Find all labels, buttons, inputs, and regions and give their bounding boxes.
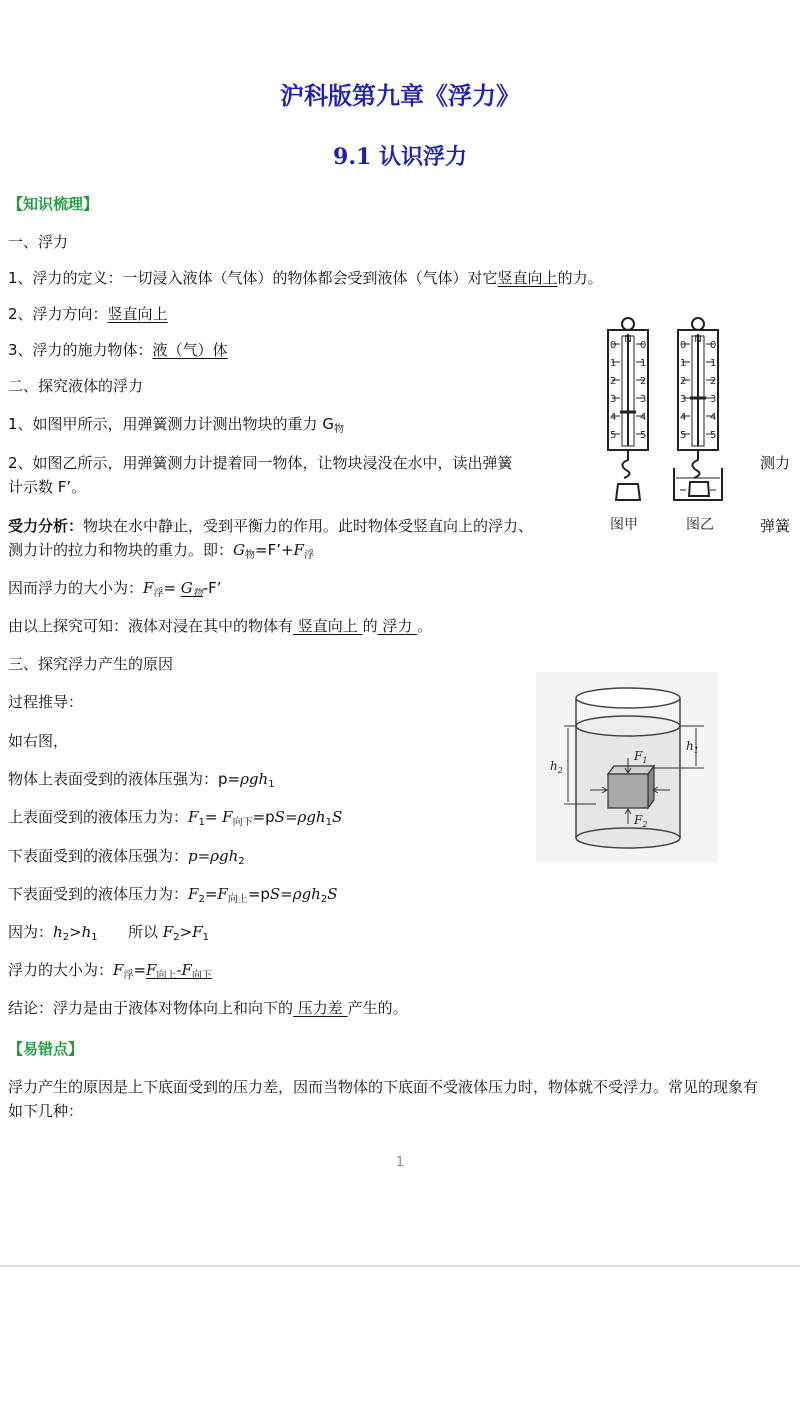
heading-cause: 三、探究浮力产生的原因 (8, 655, 174, 673)
text: 产生的。 (347, 999, 408, 1017)
text: 2、如图乙所示，用弹簧测力计提着同一物体，让物块浸没在水中，读出弹簧 (8, 454, 513, 472)
subscript: 物 (333, 424, 344, 435)
subscript: 浮 (123, 970, 134, 981)
f2-label: $F_2$ (634, 813, 648, 829)
line-definition (8, 268, 603, 288)
text: 浮力的大小为： (8, 961, 114, 979)
subscript: 1 (198, 817, 205, 828)
line-step2-cont: 计示数 F’。 (8, 478, 87, 496)
line-top-force (8, 807, 342, 833)
tick-label: 5 (680, 430, 687, 441)
page-divider (0, 1265, 800, 1267)
text: 所以 (128, 923, 163, 941)
subscript: 物 (245, 550, 255, 561)
symbol: F (222, 808, 233, 826)
tick-label: 5 (610, 430, 617, 441)
line-source (8, 340, 228, 360)
symbol: F (217, 885, 228, 903)
symbol: F (143, 579, 154, 597)
symbol: G (233, 541, 245, 559)
text: = (163, 579, 181, 597)
line-direction (8, 304, 168, 324)
tick-label: 2 (640, 376, 647, 387)
h1-label: $h_1$ (686, 739, 699, 755)
line-therefore (128, 922, 209, 948)
tick-label: 3 (640, 394, 647, 405)
tick-label: 3 (610, 394, 617, 405)
subscript: 向下 (191, 970, 212, 981)
line-step2 (8, 453, 513, 473)
text: 因而浮力的大小为： (8, 579, 144, 597)
symbol: >h (69, 923, 92, 941)
subscript: 2 (198, 894, 205, 905)
scale-top-label: N (624, 334, 632, 345)
text: 1、浮力的定义：一切浸入液体（气体）的物体都会受到液体（气体）对它 (8, 269, 498, 287)
text: 3、浮力的施力物体： (8, 341, 153, 359)
text: 由以上探究可知：液体对浸在其中的物体有 (8, 617, 294, 635)
tick-label: 1 (680, 358, 687, 369)
symbol: p=ρgh (188, 847, 239, 865)
ring-icon (692, 318, 704, 330)
underlined-answer: 液（气）体 (152, 341, 228, 359)
symbol: -F (176, 961, 192, 979)
bold-label: 受力分析： (8, 517, 84, 535)
text: 测力计的拉力和物块的重力。即： (8, 541, 234, 559)
underlined-answer: 竖直向上 (497, 269, 558, 287)
text: 。 (417, 617, 433, 635)
text: =p (252, 808, 275, 826)
tick-label: 2 (610, 376, 617, 387)
tick-label: 2 (710, 376, 717, 387)
subscript: 物 (192, 588, 203, 599)
symbol: F (162, 923, 174, 941)
tick-label: 0 (680, 340, 687, 351)
symbol: S=ρgh (269, 885, 321, 903)
line-force-analysis-cont (8, 540, 314, 566)
underlined-answer (181, 579, 203, 597)
underlined-answer: 浮力 (377, 617, 418, 635)
tick-label: 5 (640, 430, 647, 441)
block-icon (616, 484, 640, 500)
line-bottom-pressure (8, 846, 245, 872)
subscript: 向上 (227, 894, 248, 905)
subscript: 1 (268, 779, 275, 790)
subscript: 浮 (153, 588, 164, 599)
h2-label: $h_2$ (550, 759, 563, 775)
subscript: 向上 (156, 970, 177, 981)
line-buoyancy-formula (8, 960, 212, 986)
symbol: F (188, 885, 199, 903)
underlined-answer: 竖直向上 (107, 305, 168, 323)
text: 物体上表面受到的液体压强为：p= (8, 770, 241, 788)
text: 结论：浮力是由于液体对物体向上和向下的 (8, 999, 294, 1017)
line-conclusion-2 (8, 998, 408, 1018)
heading-buoyancy: 一、浮力 (8, 233, 69, 251)
symbol: F (293, 541, 304, 559)
tick-label: 0 (710, 340, 717, 351)
line-mistake-2: 如下几种： (8, 1102, 84, 1120)
tick-label: 4 (710, 412, 717, 423)
subscript: 1 (91, 932, 98, 943)
text: 的 (362, 617, 378, 635)
symbol: >F (179, 923, 203, 941)
page-number: 1 (395, 1155, 405, 1170)
symbol: h (53, 923, 63, 941)
scale-top-label: N (694, 334, 702, 345)
line-top-pressure (8, 769, 275, 795)
tick-label: 4 (610, 412, 617, 423)
text: 上表面受到的液体压力为： (8, 808, 189, 826)
underlined-answer: 压力差 (293, 999, 348, 1017)
underlined-answer: 竖直向上 (293, 617, 363, 635)
underlined-answer (146, 961, 212, 979)
tick-label: 1 (640, 358, 647, 369)
section-knowledge: 【知识梳理】 (8, 195, 99, 213)
tick-label: 3 (680, 394, 687, 405)
text: = (204, 885, 218, 903)
subscript: 向下 (232, 817, 253, 828)
text: -F’ (202, 579, 222, 597)
line-derivation: 过程推导： (8, 693, 84, 711)
figure-label-b: 图乙 (686, 517, 714, 533)
heading-explore: 二、探究液体的浮力 (8, 377, 144, 395)
tick-label: 5 (710, 430, 717, 441)
tick-label: 3 (710, 394, 717, 405)
line-conclusion-1 (8, 616, 432, 636)
text: =p (247, 885, 270, 903)
line-force-analysis-right: 弹簧 (760, 517, 791, 535)
line-bottom-force (8, 884, 338, 910)
line-step2-right: 测力 (760, 454, 791, 472)
text: 2、浮力方向： (8, 305, 108, 323)
subscript: 2 (62, 932, 70, 943)
cube (608, 766, 654, 808)
section-common-mistakes: 【易错点】 (8, 1040, 84, 1058)
tick-label: 1 (610, 358, 617, 369)
f1-label: $F_1$ (634, 749, 648, 765)
symbol: F (113, 961, 124, 979)
text: = (204, 808, 223, 826)
symbol: F (146, 961, 157, 979)
tick-label: 4 (640, 412, 647, 423)
line-step1 (8, 414, 344, 440)
text: = (133, 961, 147, 979)
symbol: F (188, 808, 199, 826)
subscript: 2 (320, 894, 328, 905)
symbol: ρgh (240, 770, 269, 788)
block-icon (689, 482, 709, 496)
text: 物块在水中静止，受到平衡力的作用。此时物体受竖直向上的浮力、 (83, 517, 534, 535)
cube-in-liquid-figure (536, 672, 718, 862)
line-because (8, 922, 98, 948)
symbol: S (331, 808, 343, 826)
symbol: G (180, 579, 193, 597)
tick-label: 0 (640, 340, 647, 351)
line-buoyancy-size (8, 578, 222, 604)
subscript: 2 (238, 856, 245, 867)
text: 下表面受到的液体压力为： (8, 885, 189, 903)
subscript: 1 (202, 932, 209, 943)
line-mistake-1: 浮力产生的原因是上下底面受到的压力差，因而当物体的下底面不受液体压力时，物体就不受浮力。常见的现象有 (8, 1078, 759, 1096)
spring-scale-figure (596, 314, 736, 536)
text: 下表面受到的液体压强为： (8, 847, 189, 865)
tick-label: 0 (610, 340, 617, 351)
page-subtitle: 9.1 认识浮力 (333, 144, 467, 170)
subscript: 1 (325, 817, 332, 828)
text: 1、如图甲所示，用弹簧测力计测出物块的重力 G (8, 415, 334, 433)
page-title: 沪科版第九章《浮力》 (280, 81, 520, 110)
text: 的力。 (557, 269, 603, 287)
symbol: S=ρgh (274, 808, 326, 826)
text: =F’+ (255, 541, 294, 559)
symbol: S (327, 885, 338, 903)
figure-label-a: 图甲 (610, 517, 638, 533)
tick-label: 2 (680, 376, 687, 387)
tick-label: 4 (680, 412, 687, 423)
text: 因为： (8, 923, 54, 941)
subscript: 浮 (303, 550, 314, 561)
ring-icon (622, 318, 634, 330)
subscript: 2 (173, 932, 180, 943)
line-force-analysis (8, 516, 533, 536)
tick-label: 1 (710, 358, 717, 369)
line-as-figure: 如右图， (8, 732, 69, 750)
